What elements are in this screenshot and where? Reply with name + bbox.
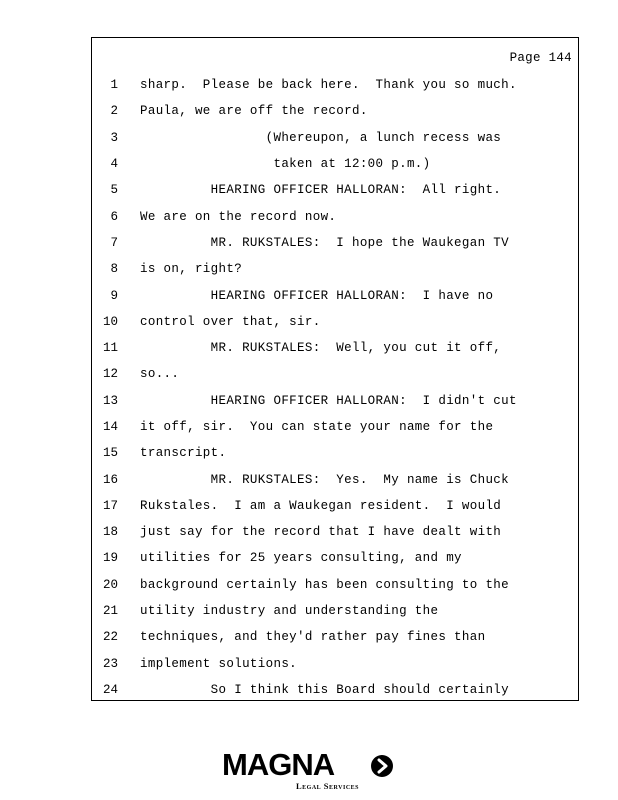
line-number: 4 [110,157,118,172]
line-number: 23 [102,656,118,671]
line-number: 8 [110,262,118,277]
line-text: techniques, and they'd rather pay fines than [140,630,486,645]
line-number: 5 [110,183,118,198]
line-text: taken at 12:00 p.m.) [140,157,431,172]
line-number: 16 [102,472,118,487]
transcript-line [92,72,578,98]
transcript-line [92,440,578,466]
page-number: Page 144 [509,51,572,65]
transcript-line [92,493,578,519]
transcript-line [92,282,578,308]
line-number: 12 [102,367,118,382]
transcript-line [92,151,578,177]
transcript-line [92,545,578,571]
magna-logo [222,748,402,792]
line-text: is on, right? [140,262,243,277]
transcript-lines [92,72,578,703]
line-text: utilities for 25 years consulting, and my [140,551,462,566]
transcript-line [92,388,578,414]
line-text: We are on the record now. [140,209,337,224]
line-number: 24 [102,682,118,697]
transcript-line [92,203,578,229]
transcript-line [92,177,578,203]
logo-subtitle: Legal Services [296,781,359,791]
transcript-line [92,256,578,282]
line-number: 3 [110,130,118,145]
line-number: 9 [110,288,118,303]
transcript-line [92,624,578,650]
line-number: 11 [102,341,118,356]
line-text: Paula, we are off the record. [140,104,368,119]
transcript-line [92,414,578,440]
transcript-line [92,335,578,361]
line-text: utility industry and understanding the [140,604,439,619]
logo-wordmark: MAGNA [222,747,335,782]
line-number: 15 [102,446,118,461]
transcript-line [92,651,578,677]
line-text: (Whereupon, a lunch recess was [140,130,502,145]
transcript-line [92,519,578,545]
line-text: MR. RUKSTALES: Well, you cut it off, [140,341,502,356]
transcript-line [92,466,578,492]
line-number: 2 [110,104,118,119]
line-number: 13 [102,393,118,408]
line-number: 1 [110,78,118,93]
line-text: sharp. Please be back here. Thank you so much. [140,78,517,93]
line-text: HEARING OFFICER HALLORAN: I have no [140,288,494,303]
line-text: implement solutions. [140,656,298,671]
transcript-line [92,677,578,703]
transcript-line [92,98,578,124]
line-text: background certainly has been consulting to the [140,577,510,592]
line-text: it off, sir. You can state your name for the [140,420,494,434]
transcript-line [92,572,578,598]
line-number: 6 [110,209,118,224]
line-text: control over that, sir. [140,314,321,329]
line-text: so... [140,367,180,382]
line-number: 19 [102,551,118,566]
line-number: 21 [102,604,118,619]
line-text: just say for the record that I have dealt with [140,525,502,540]
line-number: 20 [102,577,118,592]
transcript-line [92,125,578,151]
transcript-line [92,598,578,624]
transcript-line [92,230,578,256]
line-number: 17 [102,498,118,513]
line-number: 7 [110,235,118,250]
line-text: MR. RUKSTALES: I hope the Waukegan TV [140,235,510,250]
line-number: 10 [102,314,118,329]
line-text: HEARING OFFICER HALLORAN: I didn't cut [140,393,517,408]
transcript-line [92,361,578,387]
line-number: 14 [102,420,118,434]
chevron-right-icon [371,755,393,777]
line-text: Rukstales. I am a Waukegan resident. I would [140,498,502,513]
line-text: So I think this Board should certainly [140,682,510,697]
line-text: transcript. [140,446,227,461]
line-number: 18 [102,525,118,540]
transcript-page [91,37,579,701]
line-text: MR. RUKSTALES: Yes. My name is Chuck [140,472,510,487]
line-text: HEARING OFFICER HALLORAN: All right. [140,183,502,198]
transcript-line [92,309,578,335]
line-number: 22 [102,630,118,645]
